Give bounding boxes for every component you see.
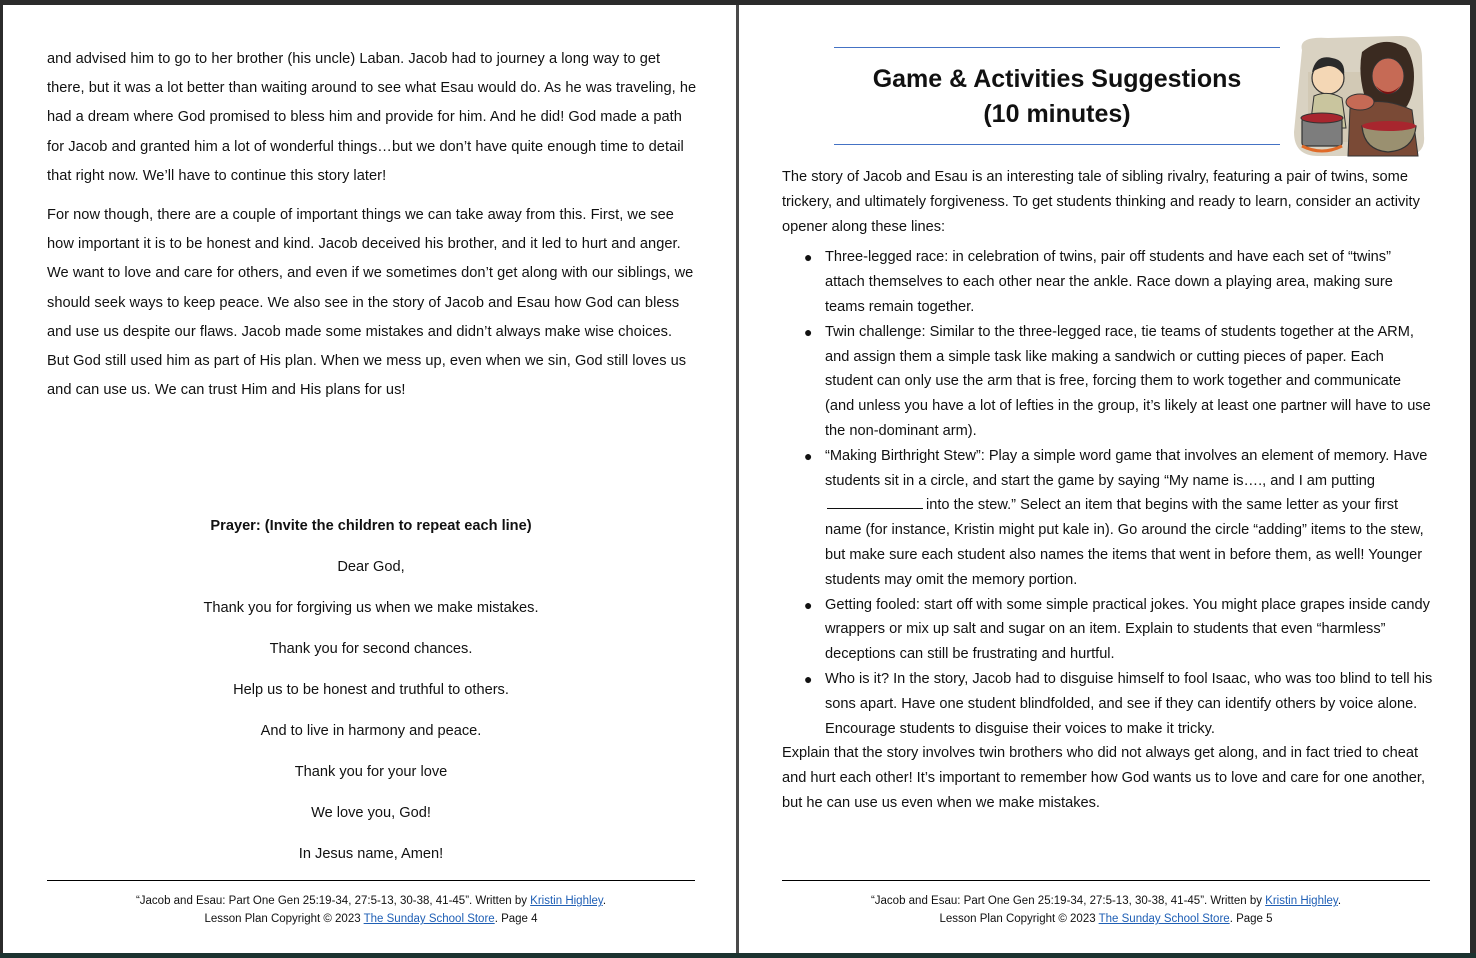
list-item <box>804 667 1434 741</box>
closing-paragraph: Explain that the story involves twin brothers who did not always get along, and in fact tried to cheat and hurt each other! It’s important to remember how God wants us to love and care for one another, but he can use us even when we make mistakes. <box>782 745 1426 811</box>
page-footer <box>782 892 1430 928</box>
footer-page-number: . Page 5 <box>1229 913 1273 925</box>
prayer-line: Thank you for forgiving us when we make mistakes. <box>203 600 539 616</box>
footer-divider <box>47 880 695 881</box>
prayer-line: Help us to be honest and truthful to others. <box>233 682 509 698</box>
bullet-icon: ● <box>804 670 813 687</box>
document-page-5 <box>739 5 1470 953</box>
paragraph: For now though, there are a couple of important things we can take away from this. First, we see how important it is to be honest and kind. Jacob deceived his brother, and it led to hurt and anger. We want to love and care for others, and even if we sometimes don’t get along with our siblings, we should seek ways to keep peace. We also see in the story of Jacob and Esau how God can bless and use us despite our flaws. Jacob made some mistakes and didn’t always make wise choices. But God still used him as part of His plan. When we mess up, even when we sin, God still loves us and can use us. We can trust Him and His plans for us! <box>47 207 694 399</box>
footer-copyright: Lesson Plan Copyright © 2023 <box>939 913 1099 925</box>
footer-line-2 <box>47 910 695 928</box>
author-link[interactable]: Kristin Highley <box>1265 895 1338 907</box>
list-item <box>804 444 1434 593</box>
list-item-text: Getting fooled: start off with some simple practical jokes. You might place grapes inside candy wrappers or mix up salt and sugar on an item. Explain to students that even “harmless” deceptions can still be frustrating and hurtful. <box>825 596 1430 663</box>
document-page-4 <box>3 5 736 953</box>
prayer-line: We love you, God! <box>311 805 431 821</box>
list-item-text: Who is it? In the story, Jacob had to disguise himself to fool Isaac, who was too blind to tell his sons apart. Have one student blindfolded, and see if they can identify others by voice alone. Encourage students to disguise their voices to make it tricky. <box>825 670 1433 737</box>
bullet-icon: ● <box>804 249 813 266</box>
prayer-line: Thank you for your love <box>294 764 448 780</box>
section-title <box>834 48 1280 144</box>
footer-line-1 <box>782 892 1430 910</box>
list-item <box>804 245 1434 319</box>
section-title-line: Game & Activities Suggestions <box>872 65 1242 93</box>
list-item-text: into the stew.” Select an item that begins with the same letter as your first name (for instance, Kristin might put kale in). Go around the circle “adding” items to the stew, but make sure each student also names the items that went in before them, as well! Younger students may omit the memory portion. <box>825 497 1424 588</box>
viewer-bottom-bar <box>0 953 1476 958</box>
section-title-duration: (10 minutes) <box>983 100 1131 128</box>
author-link[interactable]: Kristin Highley <box>530 895 603 907</box>
footer-divider <box>782 880 1430 881</box>
footer-citation: “Jacob and Esau: Part One Gen 25:19-34, 27:5-13, 30-38, 41-45”. Written by <box>870 895 1266 907</box>
footer-citation: “Jacob and Esau: Part One Gen 25:19-34, 27:5-13, 30-38, 41-45”. Written by <box>135 895 531 907</box>
intro-paragraph: The story of Jacob and Esau is an interesting tale of sibling rivalry, featuring a pair of twins, some trickery, and ultimately forgiveness. To get students thinking and ready to learn, consider an activity opener along these lines: <box>782 169 1420 235</box>
list-item <box>804 593 1434 667</box>
page-footer <box>47 892 695 928</box>
list-item-text: Three-legged race: in celebration of twins, pair off students and have each set of “twins” attach themselves to each other near the ankle. Race down a playing area, making sure teams remain together. <box>825 249 1393 315</box>
activities-body <box>782 165 1434 816</box>
prayer-section <box>47 515 695 884</box>
prayer-line: In Jesus name, Amen! <box>298 846 444 862</box>
prayer-heading: Prayer: (Invite the children to repeat each line) <box>210 518 532 534</box>
prayer-line: Dear God, <box>337 559 405 575</box>
list-item-text: Twin challenge: Similar to the three-legged race, tie teams of students together at the ARM, and assign them a simple task like making a sandwich or cutting pieces of paper. Each student can only use the arm that is free, forcing them to work together and communicate (and unless you have a lot of lefties in the group, it’s likely at least one partner will have to use the non-dominant arm). <box>825 323 1431 439</box>
section-title-block <box>834 47 1280 145</box>
activity-list <box>782 245 1434 741</box>
lesson-body-text <box>47 45 697 415</box>
footer-copyright: Lesson Plan Copyright © 2023 <box>204 913 364 925</box>
bullet-icon: ● <box>804 596 813 613</box>
footer-page-number: . Page 4 <box>494 913 538 925</box>
store-link[interactable]: The Sunday School Store <box>1098 913 1230 925</box>
list-item-text: “Making Birthright Stew”: Play a simple word game that involves an element of memory. Have students sit in a circle, and start the game by saying “My name is…., and I am putting <box>825 447 1428 489</box>
jacob-esau-stew-illustration <box>1288 32 1428 158</box>
paragraph: and advised him to go to her brother (his uncle) Laban. Jacob had to journey a long way to get there, but it was a lot better than waiting around to see what Esau would do. As he was traveling, he had a dream where God promised to bless him and provide for him. And he did! God made a path for Jacob and granted him a lot of wonderful things…but we don’t have quite enough time to detail that right now. We’ll have to continue this story later! <box>47 51 697 184</box>
title-rule-bottom <box>834 144 1280 145</box>
fill-in-blank <box>827 494 923 509</box>
list-item <box>804 320 1434 444</box>
prayer-line: Thank you for second chances. <box>269 641 473 657</box>
footer-punct: . <box>602 895 607 907</box>
footer-punct: . <box>1337 895 1342 907</box>
footer-line-2 <box>782 910 1430 928</box>
bullet-icon: ● <box>804 323 813 340</box>
footer-line-1 <box>47 892 695 910</box>
prayer-line: And to live in harmony and peace. <box>260 723 482 739</box>
bullet-icon: ● <box>804 447 813 464</box>
store-link[interactable]: The Sunday School Store <box>363 913 495 925</box>
